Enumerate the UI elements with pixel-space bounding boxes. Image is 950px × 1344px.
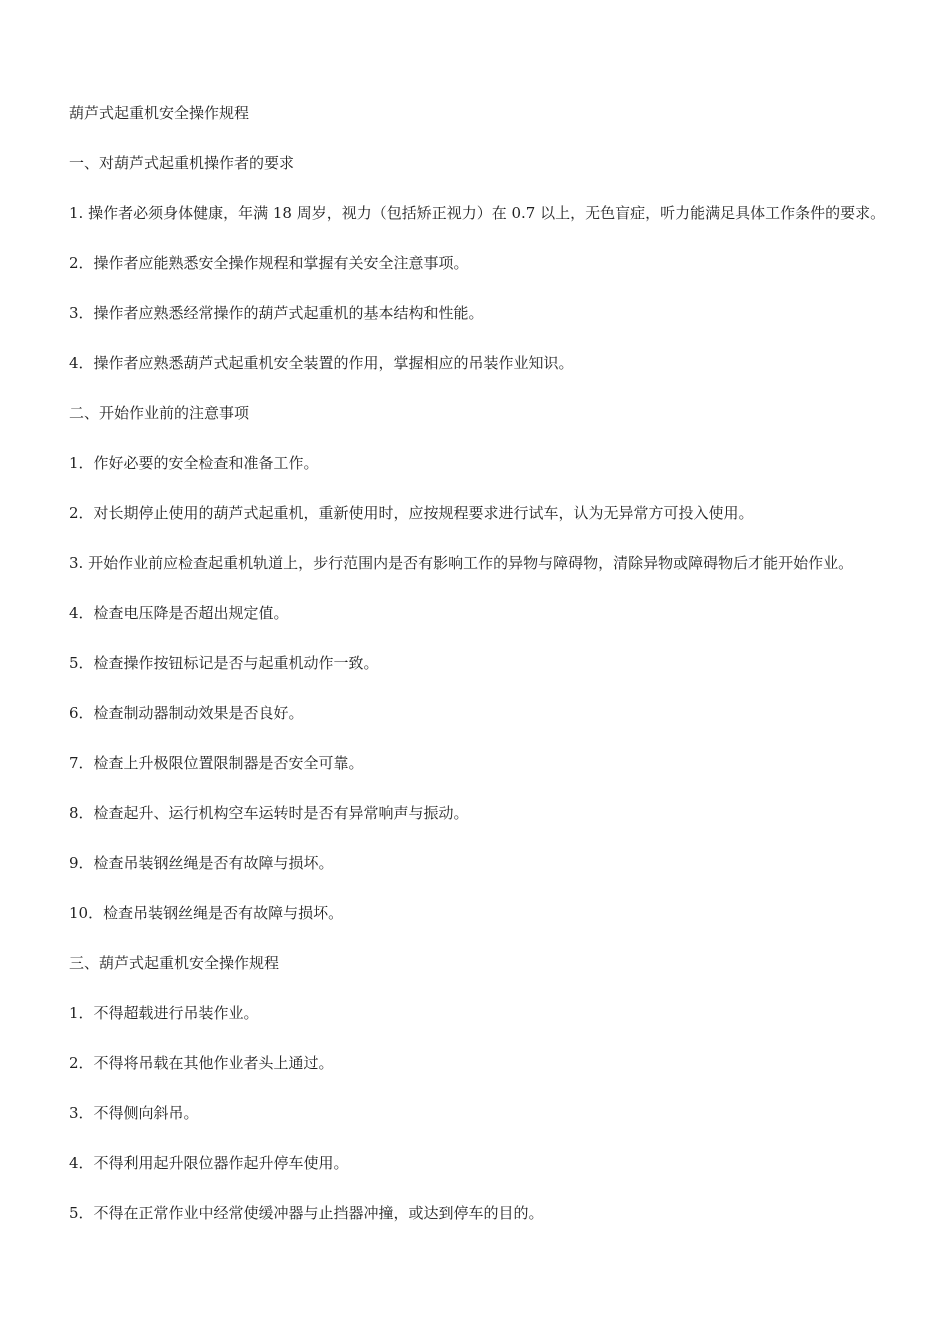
section-1-item-2: 2．操作者应能熟悉安全操作规程和掌握有关安全注意事项。 (69, 254, 469, 272)
section-heading-2: 二、开始作业前的注意事项 (69, 404, 250, 422)
section-2-item-4: 4．检查电压降是否超出规定值。 (69, 604, 289, 622)
section-3-item-1: 1．不得超载进行吊装作业。 (69, 1004, 259, 1022)
section-1-item-1: 1. 操作者必须身体健康，年满 18 周岁，视力（包括矫正视力）在 0.7 以上，无色盲症，听力能满足具体工作条件的要求。 (69, 204, 886, 222)
section-3-item-5: 5．不得在正常作业中经常使缓冲器与止挡器冲撞，或达到停车的目的。 (69, 1204, 544, 1222)
section-1-item-4: 4．操作者应熟悉葫芦式起重机安全装置的作用，掌握相应的吊装作业知识。 (69, 354, 574, 372)
section-2-item-5: 5．检查操作按钮标记是否与起重机动作一致。 (69, 654, 379, 672)
section-1-item-3: 3．操作者应熟悉经常操作的葫芦式起重机的基本结构和性能。 (69, 304, 484, 322)
section-heading-1: 一、对葫芦式起重机操作者的要求 (69, 154, 295, 172)
section-2-item-7: 7．检查上升极限位置限制器是否安全可靠。 (69, 754, 364, 772)
section-3-item-2: 2．不得将吊载在其他作业者头上通过。 (69, 1054, 334, 1072)
section-2-item-8: 8．检查起升、运行机构空车运转时是否有异常响声与振动。 (69, 804, 469, 822)
section-3-item-3: 3．不得侧向斜吊。 (69, 1104, 199, 1122)
section-2-item-6: 6．检查制动器制动效果是否良好。 (69, 704, 304, 722)
section-2-item-10: 10．检查吊装钢丝绳是否有故障与损坏。 (69, 904, 344, 922)
section-2-item-3: 3. 开始作业前应检查起重机轨道上，步行范围内是否有影响工作的异物与障碍物，清除异物或障碍物后才能开始作业。 (69, 554, 854, 572)
section-2-item-1: 1．作好必要的安全检查和准备工作。 (69, 454, 319, 472)
document-body (69, 101, 889, 1251)
section-3-item-4: 4．不得利用起升限位器作起升停车使用。 (69, 1154, 349, 1172)
section-2-item-9: 9．检查吊装钢丝绳是否有故障与损坏。 (69, 854, 334, 872)
section-heading-3: 三、葫芦式起重机安全操作规程 (69, 954, 280, 972)
document-title: 葫芦式起重机安全操作规程 (69, 104, 250, 122)
section-2-item-2: 2．对长期停止使用的葫芦式起重机，重新使用时，应按规程要求进行试车，认为无异常方可投入使用。 (69, 504, 754, 522)
